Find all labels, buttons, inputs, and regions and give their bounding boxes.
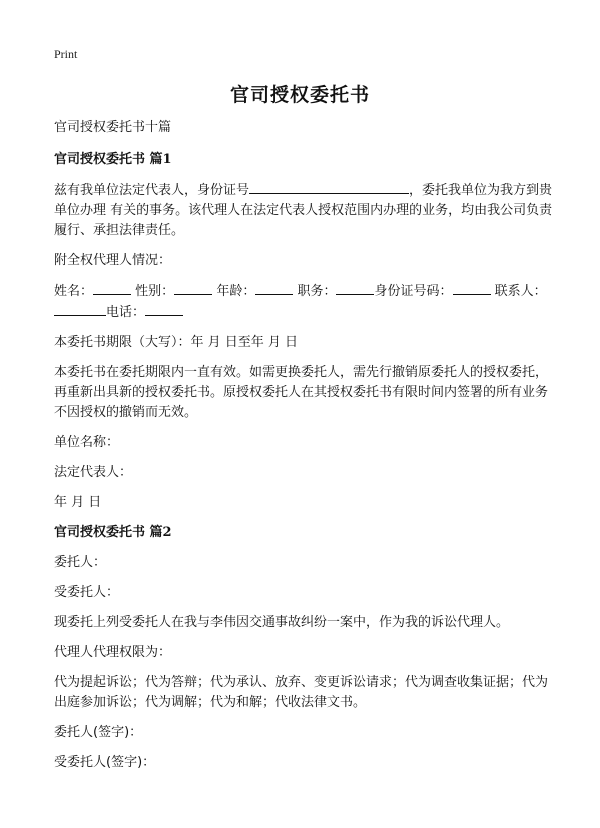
paragraph-text-b: ，委托我单位为我方到贵单位办理 有关的事务。该代理人在法定代表人授权范围内办理的业务，均由我公司负责履行、承担法律责任。 xyxy=(54,183,553,238)
section-2-paragraph-6: 委托人(签字)： xyxy=(54,725,143,740)
document-body xyxy=(54,118,554,783)
section-1-paragraph-8: 年 月 日 xyxy=(54,495,102,510)
section-1-paragraph-2: 附全权代理人情况： xyxy=(54,253,172,268)
section-2-paragraph-1: 委托人： xyxy=(54,555,107,570)
page-title: 官司授权委托书 xyxy=(229,84,370,106)
contact-label: 联系人： xyxy=(494,284,547,299)
section-1-paragraph-6: 单位名称： xyxy=(54,435,120,450)
position-blank[interactable] xyxy=(336,281,374,295)
contact-blank[interactable] xyxy=(54,302,106,316)
age-blank[interactable] xyxy=(255,281,293,295)
section-1-paragraph-1 xyxy=(54,180,554,241)
position-label: 职务： xyxy=(297,284,337,299)
age-label: 年龄： xyxy=(216,284,256,299)
section-2-paragraph-4: 代理人代理权限为： xyxy=(54,645,172,660)
section-2-paragraph-2: 受委托人： xyxy=(54,585,120,600)
section-2-heading: 官司授权委托书 篇2 xyxy=(54,525,172,540)
paragraph-text-a: 兹有我单位法定代表人，身份证号 xyxy=(54,183,250,198)
section-2-paragraph-5: 代为提起诉讼；代为答辩；代为承认、放弃、变更诉讼请求；代为调查收集证据；代为出庭参加诉讼；代为调解；代为和解；代收法律文书。 xyxy=(54,675,549,710)
section-1-paragraph-4: 本委托书期限（大写）：年 月 日至年 月 日 xyxy=(54,335,299,350)
gender-blank[interactable] xyxy=(174,281,212,295)
print-link[interactable]: Print xyxy=(54,47,78,61)
document-subtitle: 官司授权委托书十篇 xyxy=(54,120,172,135)
gender-label: 性别： xyxy=(135,284,175,299)
id-number-blank[interactable] xyxy=(249,180,409,194)
section-1-paragraph-5: 本委托书在委托期限内一直有效。如需更换委托人，需先行撤销原委托人的授权委托，再重新出具新的授权委托书。原授权委托人在其授权委托书有限时间内签署的所有业务不因授权的撤销而无效。 xyxy=(54,365,549,420)
phone-blank[interactable] xyxy=(145,302,183,316)
phone-label: 电话： xyxy=(106,305,146,320)
id-blank[interactable] xyxy=(453,281,491,295)
section-2-paragraph-3: 现委托上列受委托人在我与李伟因交通事故纠纷一案中，作为我的诉讼代理人。 xyxy=(54,615,510,630)
section-1-heading: 官司授权委托书 篇1 xyxy=(54,152,172,167)
section-1-paragraph-7: 法定代表人： xyxy=(54,465,133,480)
name-blank[interactable] xyxy=(93,281,131,295)
agent-info-fields xyxy=(54,281,554,323)
name-label: 姓名： xyxy=(54,284,94,299)
section-2-paragraph-7: 受委托人(签字)： xyxy=(54,755,156,770)
id-label: 身份证号码： xyxy=(374,284,453,299)
